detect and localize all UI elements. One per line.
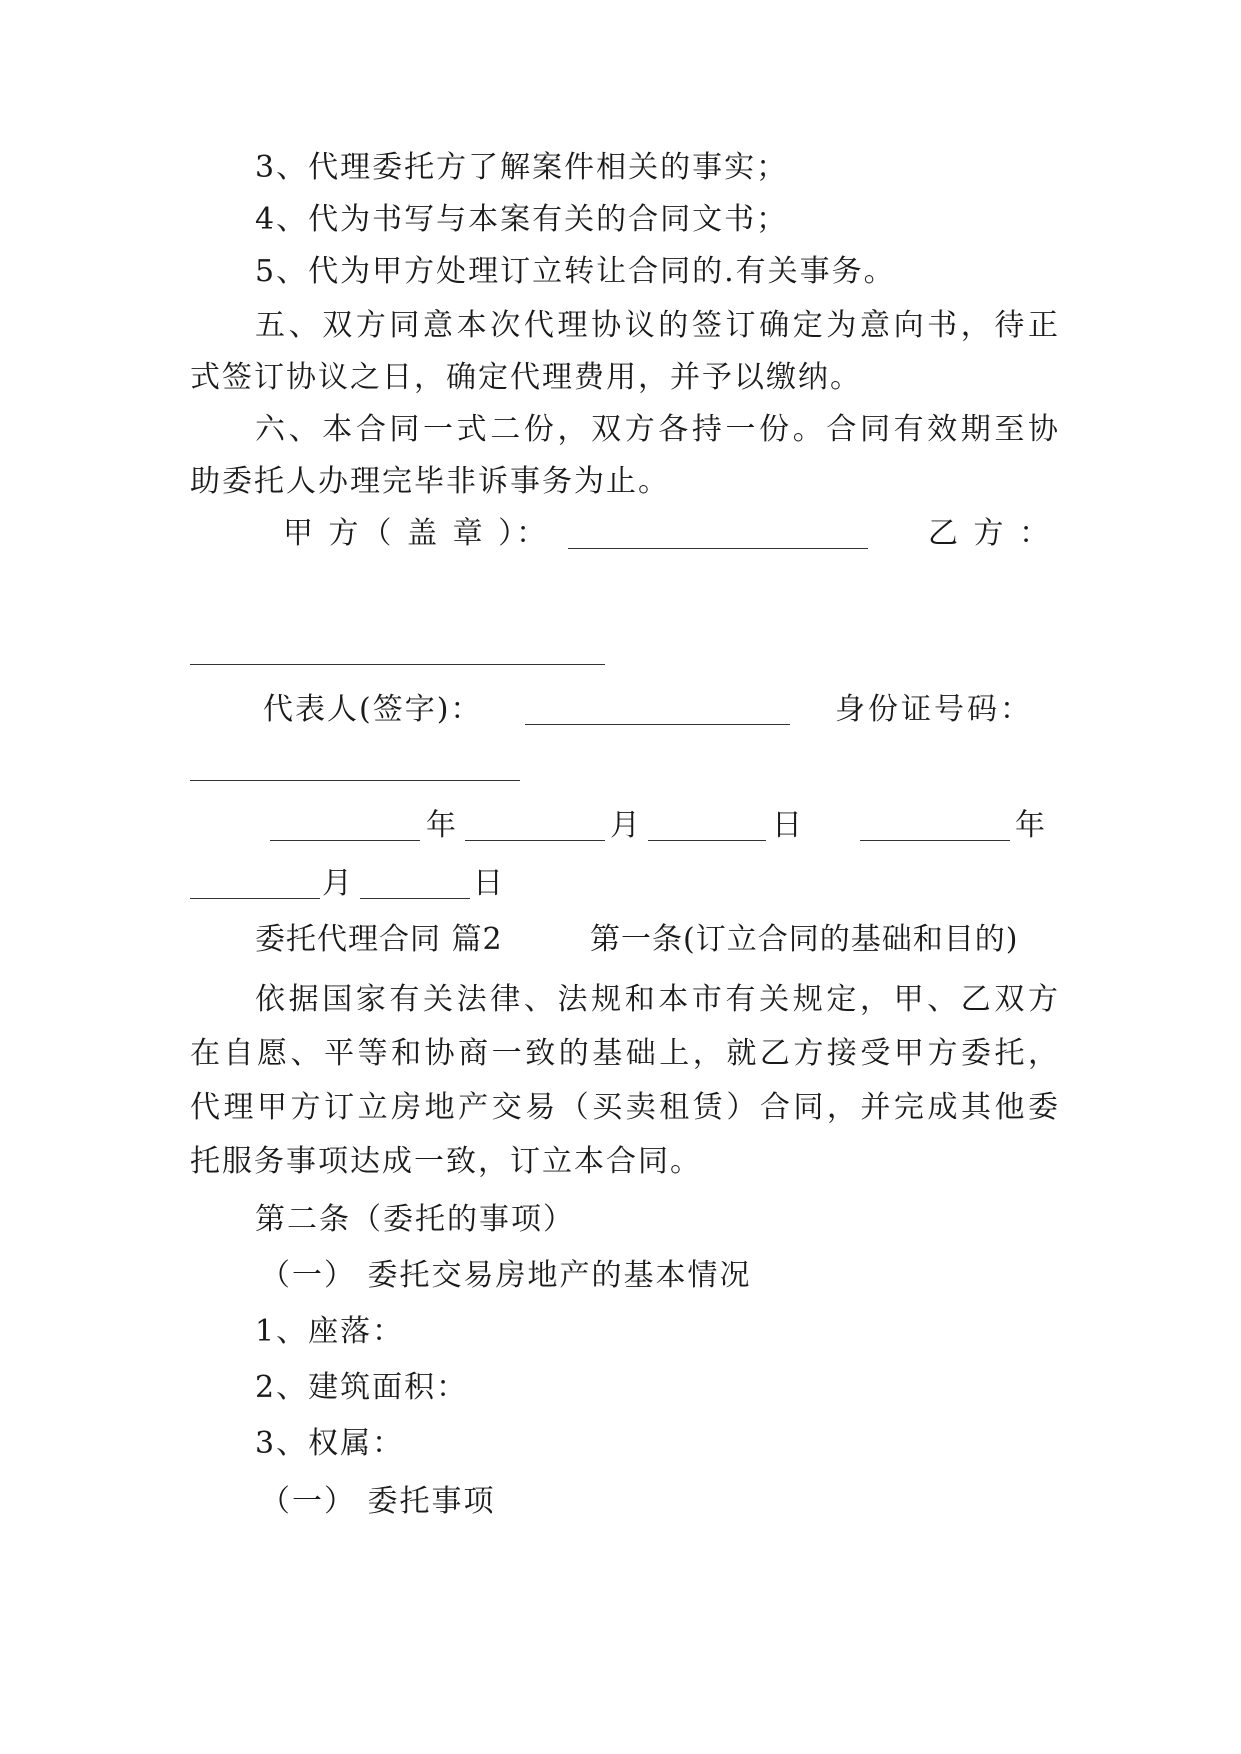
date-a-day-blank[interactable] <box>648 840 766 841</box>
contract2-para1-line3: 代理甲方订立房地产交易（买卖租赁）合同，并完成其他委 <box>190 1090 1060 1125</box>
contract2-para1-line2: 在自愿、平等和协商一致的基础上，就乙方接受甲方委托， <box>190 1036 1060 1071</box>
contract2-heading: 委托代理合同 篇2 <box>255 922 503 957</box>
date-b-day-label: 日 <box>473 866 503 901</box>
party-b-blank[interactable] <box>190 664 605 665</box>
date-b-year-label: 年 <box>1015 808 1045 843</box>
date-b-year-blank[interactable] <box>860 840 1010 841</box>
id-number-label: 身份证号码： <box>835 692 1033 727</box>
date-a-month-label: 月 <box>610 808 640 843</box>
sub-section-1: （一） 委托交易房地产的基本情况 <box>260 1258 752 1293</box>
clause-five-line2: 式签订协议之日，确定代理费用，并予以缴纳。 <box>190 360 862 395</box>
id-number-blank[interactable] <box>190 780 520 781</box>
party-a-blank[interactable] <box>568 548 868 549</box>
article1-heading: 第一条(订立合同的基础和目的) <box>590 922 1019 957</box>
party-b-label: 乙 方 ： <box>928 516 1053 551</box>
item-5: 5、代为甲方处理订立转让合同的.有关事务。 <box>255 254 896 289</box>
article2-heading: 第二条（委托的事项） <box>255 1202 575 1237</box>
date-a-year-label: 年 <box>426 808 456 843</box>
clause-six-line1: 六、本合同一式二份，双方各持一份。合同有效期至协 <box>255 412 1060 447</box>
sub-section-2: （一） 委托事项 <box>260 1484 496 1519</box>
date-a-day-label: 日 <box>772 808 802 843</box>
date-a-month-blank[interactable] <box>465 840 605 841</box>
party-a-label: 甲 方（ 盖 章 ）： <box>283 516 550 551</box>
clause-six-line2: 助委托人办理完毕非诉事务为止。 <box>190 464 670 499</box>
representative-label: 代表人(签字)： <box>263 692 483 727</box>
date-b-month-label: 月 <box>322 866 352 901</box>
location-item: 1、座落： <box>255 1314 405 1349</box>
date-b-day-blank[interactable] <box>360 898 470 899</box>
item-4: 4、代为书写与本案有关的合同文书； <box>255 202 789 237</box>
date-b-month-blank[interactable] <box>190 898 320 899</box>
date-a-year-blank[interactable] <box>270 840 420 841</box>
ownership-item: 3、权属： <box>255 1426 405 1461</box>
area-item: 2、建筑面积： <box>255 1370 469 1405</box>
representative-blank[interactable] <box>525 724 790 725</box>
clause-five-line1: 五、双方同意本次代理协议的签订确定为意向书，待正 <box>255 308 1060 343</box>
item-3: 3、代理委托方了解案件相关的事实； <box>255 150 789 185</box>
contract2-para1-line4: 托服务事项达成一致，订立本合同。 <box>190 1144 702 1179</box>
contract2-para1-line1: 依据国家有关法律、法规和本市有关规定，甲、乙双方 <box>255 982 1060 1017</box>
